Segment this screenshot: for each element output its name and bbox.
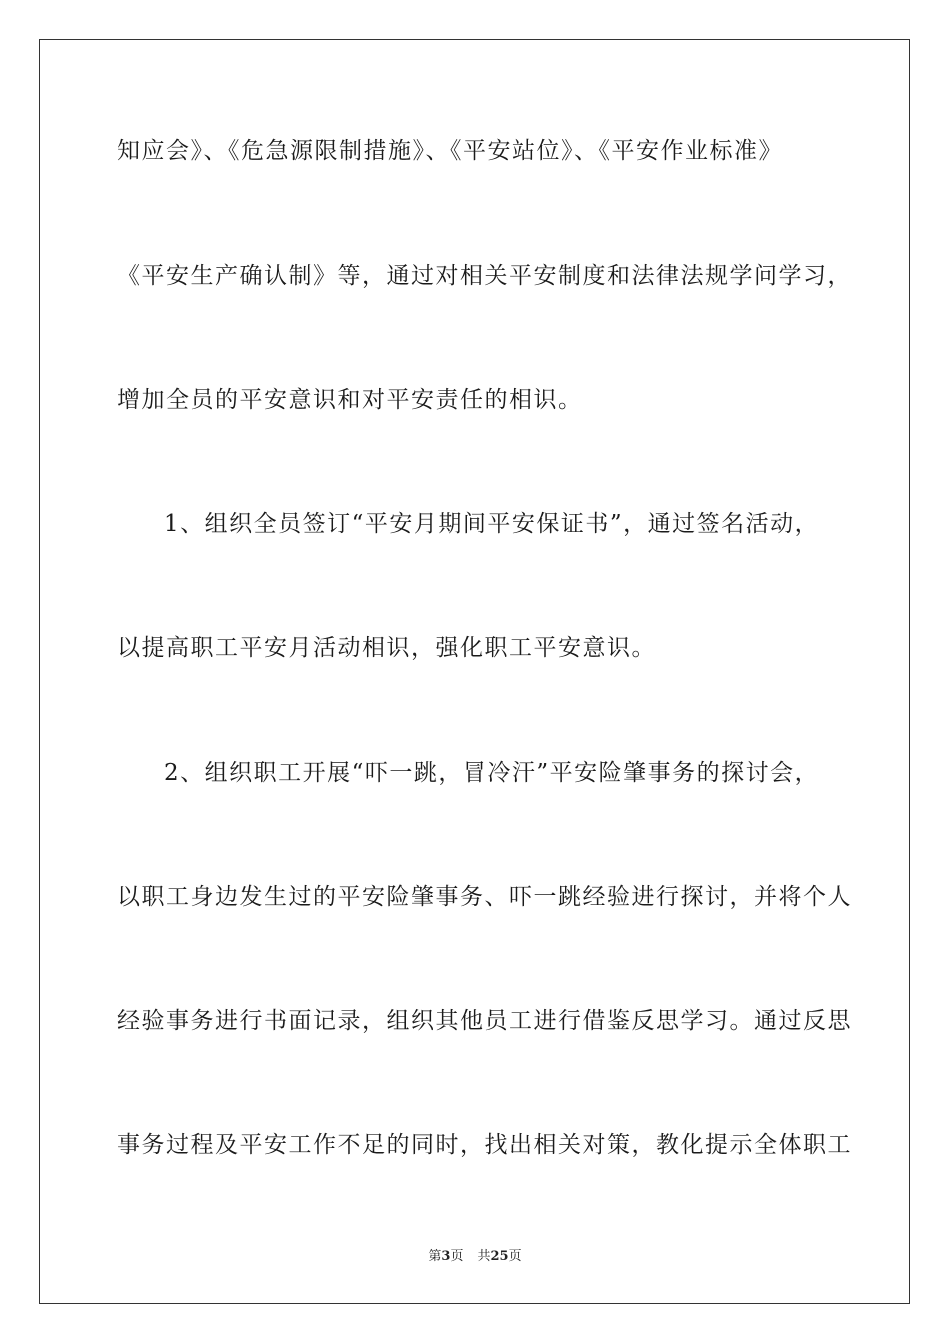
- page-suffix: 页: [450, 1249, 464, 1264]
- paragraph-line: 事务过程及平安工作不足的同时，找出相关对策，教化提示全体职工: [117, 1132, 852, 1158]
- total-prefix: 共: [477, 1249, 491, 1264]
- paragraph-line: 以职工身边发生过的平安险肇事务、吓一跳经验进行探讨，并将个人: [117, 884, 852, 910]
- current-page-number: 3: [441, 1249, 451, 1264]
- paragraph-line: 《平安生产确认制》等，通过对相关平安制度和法律法规学问学习，: [117, 263, 852, 289]
- numbered-item-1-line: 1、组织全员签订“平安月期间平安保证书”，通过签名活动，: [164, 511, 820, 537]
- page-prefix: 第: [428, 1249, 442, 1264]
- page-border: [39, 39, 910, 1304]
- paragraph-line: 增加全员的平安意识和对平安责任的相识。: [117, 387, 583, 413]
- paragraph-line: 经验事务进行书面记录，组织其他员工进行借鉴反思学习。通过反思: [117, 1008, 852, 1034]
- total-suffix: 页: [508, 1249, 522, 1264]
- paragraph-line: 以提高职工平安月活动相识，强化职工平安意识。: [117, 635, 656, 661]
- numbered-item-2-line: 2、组织职工开展“吓一跳，冒冷汗”平安险肇事务的探讨会，: [164, 760, 820, 786]
- paragraph-line: 知应会》、《危急源限制措施》、《平安站位》、《平安作业标准》: [117, 138, 783, 164]
- total-page-count: 25: [490, 1249, 509, 1264]
- page-footer: [0, 1248, 950, 1266]
